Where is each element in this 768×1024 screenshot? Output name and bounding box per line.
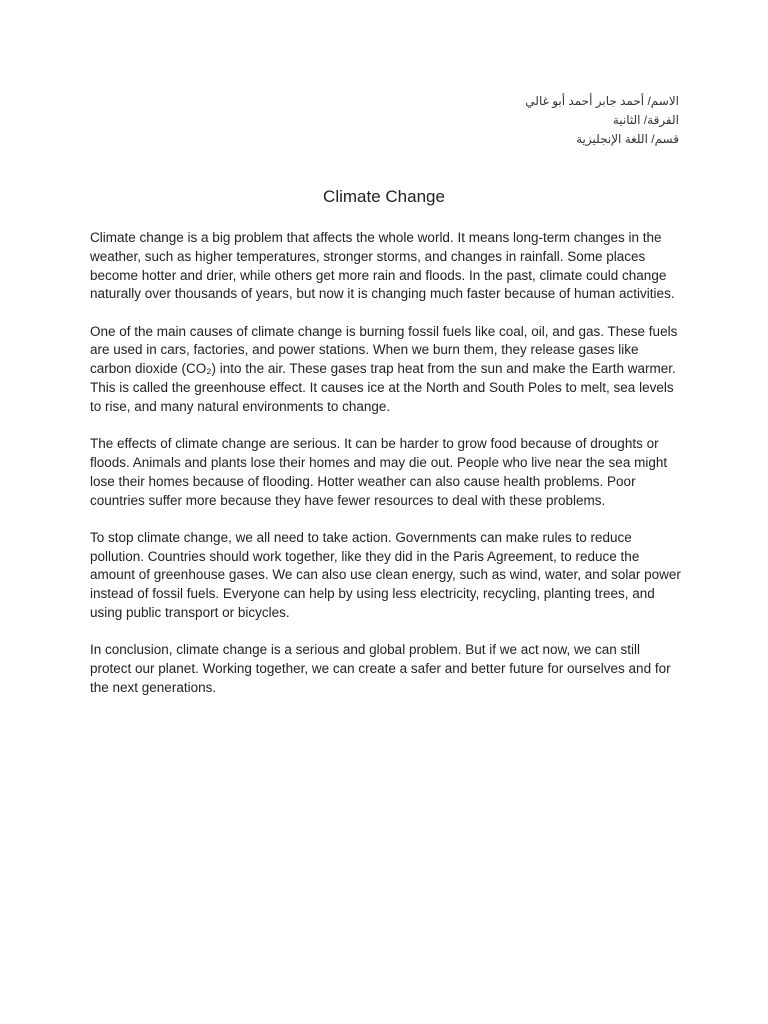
paragraph-solutions: To stop climate change, we all need to take action. Governments can make rules to reduce pollution. Countries should work together, like they did in the Paris Agreement, to reduce the amount of greenhouse gases. We can also use clean energy, such as wind, water, and solar power instead of fossil fuels. Everyone can help by using less electricity, recycling, planting trees, and using public transport or bicycles.: [90, 529, 681, 621]
student-name-line: الاسم/ أحمد جابر أحمد أبو غالي: [525, 94, 679, 108]
student-year-line: الفرقة/ الثانية: [612, 113, 679, 127]
student-department-line: قسم/ اللغة الإنجليزية: [576, 132, 679, 146]
paragraph-effects: The effects of climate change are serious. It can be harder to grow food because of droughts or floods. Animals and plants lose their homes and may die out. People who live near the sea might lose their homes because of flooding. Hotter weather can also cause health problems. Poor countries suffer more because they have fewer resources to deal with these problems.: [90, 436, 668, 508]
paragraph-introduction: Climate change is a big problem that affects the whole world. It means long-term changes in the weather, such as higher temperatures, stronger storms, and changes in rainfall. Some places become hotter and drier, while others get more rain and floods. In the past, climate could change naturally over thousands of years, but now it is changing much faster because of human activities.: [90, 230, 675, 302]
document-title: Climate Change: [323, 187, 445, 206]
essay-body: [90, 229, 682, 716]
student-info-header: [379, 92, 679, 149]
paragraph-conclusion: In conclusion, climate change is a serious and global problem. But if we act now, we can still protect our planet. Working together, we can create a safer and better future for ourselves and for the next generations.: [90, 642, 671, 695]
paragraph-causes: One of the main causes of climate change is burning fossil fuels like coal, oil, and gas. These fuels are used in cars, factories, and power stations. When we burn them, they release gases like carbon dioxide (CO₂) into the air. These gases trap heat from the sun and make the Earth warmer. This is called the greenhouse effect. It causes ice at the North and South Poles to melt, sea levels to rise, and many natural environments to change.: [90, 323, 678, 414]
